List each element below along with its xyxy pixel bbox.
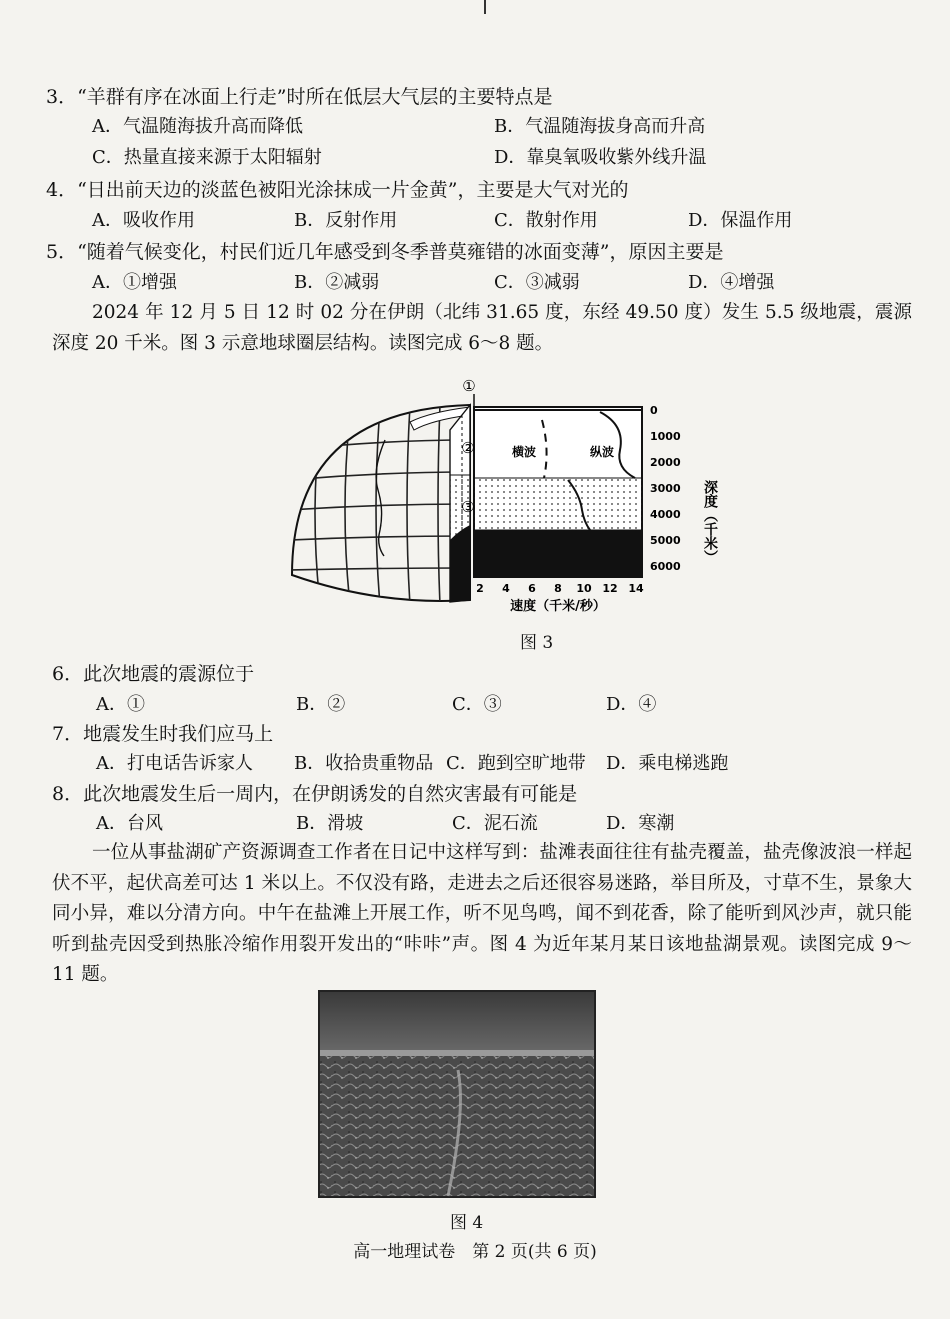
q6-option-c[interactable]: C．③ (452, 694, 502, 715)
q4-option-a[interactable]: A．吸收作用 (92, 210, 195, 231)
label-longitudinal-wave: 纵波 (590, 445, 615, 459)
q7-option-d[interactable]: D．乘电梯逃跑 (606, 753, 729, 774)
marker-2: ② (461, 439, 475, 457)
depth-tick-label: 5000 (650, 534, 681, 547)
q7-option-a[interactable]: A．打电话告诉家人 (96, 753, 253, 774)
earthquake-intro-text: 2024 年 12 月 5 日 12 时 02 分在伊朗（北纬 31.65 度，东经 49.50 度）发生 5.5 级地震，震源深度 20 千米。图 3 示意地球圈层结构。读图完成 6～8 题。 (52, 302, 912, 354)
speed-tick-label: 14 (628, 582, 644, 595)
q3-option-d[interactable]: D．靠臭氧吸收紫外线升温 (494, 147, 707, 168)
figure-3-earth-layers (280, 370, 740, 620)
q6-option-a[interactable]: A．① (96, 694, 145, 715)
speed-tick-label: 4 (502, 582, 510, 595)
q6-option-d[interactable]: D．④ (606, 694, 657, 715)
q5-option-d[interactable]: D．④增强 (688, 272, 775, 293)
depth-tick-label: 0 (650, 404, 658, 417)
depth-tick-label: 6000 (650, 560, 681, 573)
depth-tick-label: 4000 (650, 508, 681, 521)
question-4-stem: 4．“日出前天边的淡蓝色被阳光涂抹成一片金黄”，主要是大气对光的 (46, 179, 629, 201)
figure-3-caption: 图 3 (520, 633, 554, 653)
speed-tick-label: 10 (576, 582, 592, 595)
q3-option-a[interactable]: A．气温随海拔升高而降低 (92, 116, 303, 137)
q3-option-c[interactable]: C．热量直接来源于太阳辐射 (92, 147, 322, 168)
figure-4-salt-lake-photo (318, 990, 596, 1198)
question-3-stem: 3．“羊群有序在冰面上行走”时所在低层大气层的主要特点是 (46, 86, 553, 108)
label-transverse-wave: 横波 (512, 445, 537, 459)
q8-option-b[interactable]: B．滑坡 (296, 813, 364, 834)
speed-tick-label: 6 (528, 582, 536, 595)
speed-tick-label: 8 (554, 582, 562, 595)
q5-option-b[interactable]: B．②减弱 (294, 272, 380, 293)
earthquake-intro (52, 298, 912, 359)
photo-sky (320, 992, 594, 1054)
speed-axis-label: 速度（千米/秒） (510, 599, 606, 614)
photo-salt-crust (320, 1056, 594, 1196)
q8-option-d[interactable]: D．寒潮 (606, 813, 675, 834)
photo-horizon (320, 1050, 594, 1056)
q5-option-a[interactable]: A．①增强 (92, 272, 177, 293)
q4-option-d[interactable]: D．保温作用 (688, 210, 793, 231)
question-7-stem: 7．地震发生时我们应马上 (52, 723, 274, 745)
q8-option-a[interactable]: A．台风 (96, 813, 163, 834)
salt-lake-intro (52, 838, 912, 991)
speed-axis-ticks (476, 582, 644, 595)
figure-4-caption: 图 4 (450, 1213, 484, 1233)
depth-axis-label: 深度（千米） (702, 480, 718, 564)
question-5-stem: 5．“随着气候变化，村民们近几年感受到冬季普莫雍错的冰面变薄”，原因主要是 (46, 241, 724, 263)
top-margin-mark (484, 0, 486, 14)
salt-lake-intro-text: 一位从事盐湖矿产资源调查工作者在日记中这样写到：盐滩表面往往有盐壳覆盖，盐壳像波浪一样起伏不平，起伏高差可达 1 米以上。不仅没有路，走进去之后还很容易迷路，举目所及，寸草不生，景象大同小异，难以分清方向。中午在盐滩上开展工作，听不见鸟鸣，闻不到花香，除了能听到风沙声，就只能听到盐壳因受到热胀冷缩作用裂开发出的“咔咔”声。图 4 为近年某月某日该地盐湖景观。读图完成 9～11 题。 (52, 842, 912, 985)
mantle-panel (474, 478, 642, 530)
speed-tick-label: 2 (476, 582, 484, 595)
q4-option-c[interactable]: C．散射作用 (494, 210, 598, 231)
core-panel (474, 530, 642, 577)
q7-option-c[interactable]: C．跑到空旷地带 (446, 753, 586, 774)
depth-tick-label: 2000 (650, 456, 681, 469)
speed-tick-label: 12 (602, 582, 618, 595)
question-8-stem: 8．此次地震发生后一周内，在伊朗诱发的自然灾害最有可能是 (52, 783, 578, 805)
depth-axis-ticks (650, 404, 681, 573)
q6-option-b[interactable]: B．② (296, 694, 346, 715)
q8-option-c[interactable]: C．泥石流 (452, 813, 538, 834)
q4-option-b[interactable]: B．反射作用 (294, 210, 398, 231)
depth-tick-label: 3000 (650, 482, 681, 495)
q5-option-c[interactable]: C．③减弱 (494, 272, 580, 293)
q7-option-b[interactable]: B．收拾贵重物品 (294, 753, 434, 774)
page-footer: 高一地理试卷 第 2 页(共 6 页) (353, 1242, 597, 1262)
question-6-stem: 6．此次地震的震源位于 (52, 663, 255, 685)
depth-tick-label: 1000 (650, 430, 681, 443)
marker-1: ① (462, 377, 476, 395)
marker-3: ③ (461, 498, 475, 516)
q3-option-b[interactable]: B．气温随海拔身高而升高 (494, 116, 706, 137)
